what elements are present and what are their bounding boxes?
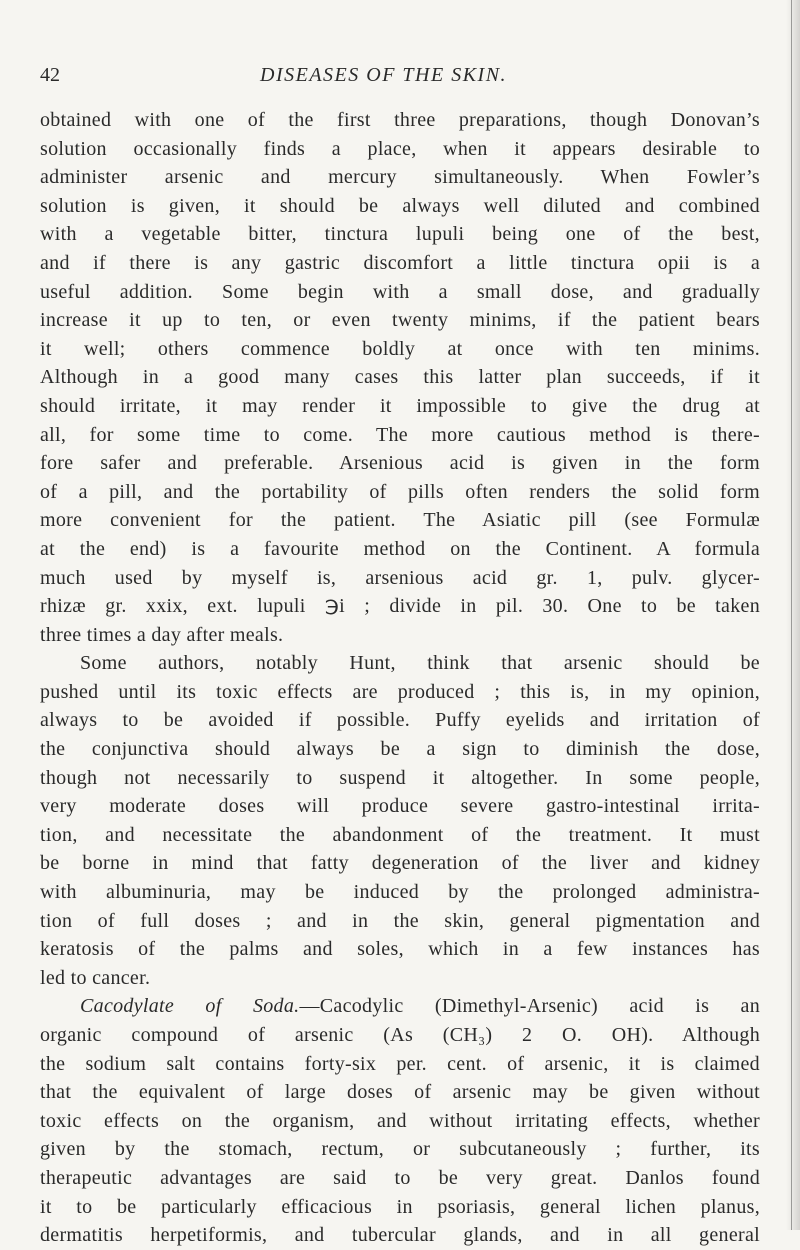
text-line: led to cancer. (40, 966, 151, 989)
text-line: and if there is any gastric discomfort a little tinctura opii is a (40, 251, 760, 274)
text-line: the conjunctiva should always be a sign to diminish the dose, (40, 738, 760, 761)
text-line: toxic effects on the organism, and without irritating effects, whether (40, 1109, 760, 1132)
text-line: keratosis of the palms and soles, which in a few instances has (40, 938, 760, 961)
text-line: increase it up to ten, or even twenty minims, if the patient bears (40, 309, 760, 332)
text-line: more convenient for the patient. The Asiatic pill (see Formulæ (40, 509, 760, 532)
page-edge-shadow (786, 0, 800, 1230)
text-line: with a vegetable bitter, tinctura lupuli being one of the best, (40, 223, 760, 246)
text-line: should irritate, it may render it impossible to give the drug at (40, 394, 760, 417)
text-line: always to be avoided if possible. Puffy eyelids and irritation of (40, 709, 760, 732)
text-line: dermatitis herpetiformis, and tubercular glands, and in all general (40, 1224, 760, 1247)
body-text (40, 106, 760, 1250)
text-line: administer arsenic and mercury simultaneously. When Fowler’s (40, 166, 760, 189)
text-line: three times a day after meals. (40, 623, 284, 646)
text-line: it well; others commence boldly at once with ten minims. (40, 337, 760, 360)
text-line: though not necessarily to suspend it altogether. In some people, (40, 766, 760, 789)
text-line: very moderate doses will produce severe gastro-intestinal irrita- (40, 795, 760, 818)
text-line: useful addition. Some begin with a small dose, and gradually (40, 280, 760, 303)
text-line: fore safer and preferable. Arsenious acid is given in the form (40, 452, 760, 475)
running-head: DISEASES OF THE SKIN. (260, 64, 508, 86)
text-line: all, for some time to come. The more cautious method is there- (40, 423, 760, 446)
cacodylate-first-line-text: —Cacodylic (Dimethyl-Arsenic) acid is an (299, 995, 760, 1018)
page-edge-line (791, 0, 792, 1230)
text-line: with albuminuria, may be induced by the prolonged administra- (40, 881, 760, 904)
text-line: much used by myself is, arsenious acid gr. 1, pulv. glycer- (40, 566, 760, 589)
section-heading-cacodylate: Cacodylate of Soda. (80, 995, 300, 1018)
text-line: be borne in mind that fatty degeneration of the liver and kidney (40, 852, 760, 875)
page-header (0, 64, 800, 94)
text-line: therapeutic advantages are said to be very great. Danlos found (40, 1166, 760, 1189)
text-line: rhizæ gr. xxix, ext. lupuli ℈i ; divide in pil. 30. One to be taken (40, 595, 760, 618)
text-line: tion, and necessitate the abandonment of the treatment. It must (40, 823, 760, 846)
text-line: Some authors, notably Hunt, think that arsenic should be (80, 652, 760, 675)
text-line: given by the stomach, rectum, or subcutaneously ; further, its (40, 1138, 760, 1161)
text-line: at the end) is a favourite method on the Continent. A formula (40, 537, 760, 560)
text-line: solution is given, it should be always well diluted and combined (40, 194, 760, 217)
text-line: pushed until its toxic effects are produced ; this is, in my opinion, (40, 680, 760, 703)
cacodylate-first-line (40, 992, 760, 1021)
text-line: solution occasionally finds a place, when it appears desirable to (40, 137, 760, 160)
text-line: organic compound of arsenic (As (CH₃) 2 O. OH). Although (40, 1024, 760, 1046)
text-line: it to be particularly efficacious in psoriasis, general lichen planus, (40, 1195, 760, 1218)
text-line: the sodium salt contains forty-six per. cent. of arsenic, it is claimed (40, 1052, 760, 1075)
text-line: obtained with one of the first three preparations, though Donovan’s (40, 109, 760, 131)
text-line: that the equivalent of large doses of arsenic may be given without (40, 1081, 760, 1104)
page-number: 42 (40, 64, 60, 86)
text-line: tion of full doses ; and in the skin, general pigmentation and (40, 909, 760, 932)
text-line: of a pill, and the portability of pills often renders the solid form (40, 480, 760, 503)
text-line: Although in a good many cases this latter plan succeeds, if it (40, 366, 760, 389)
